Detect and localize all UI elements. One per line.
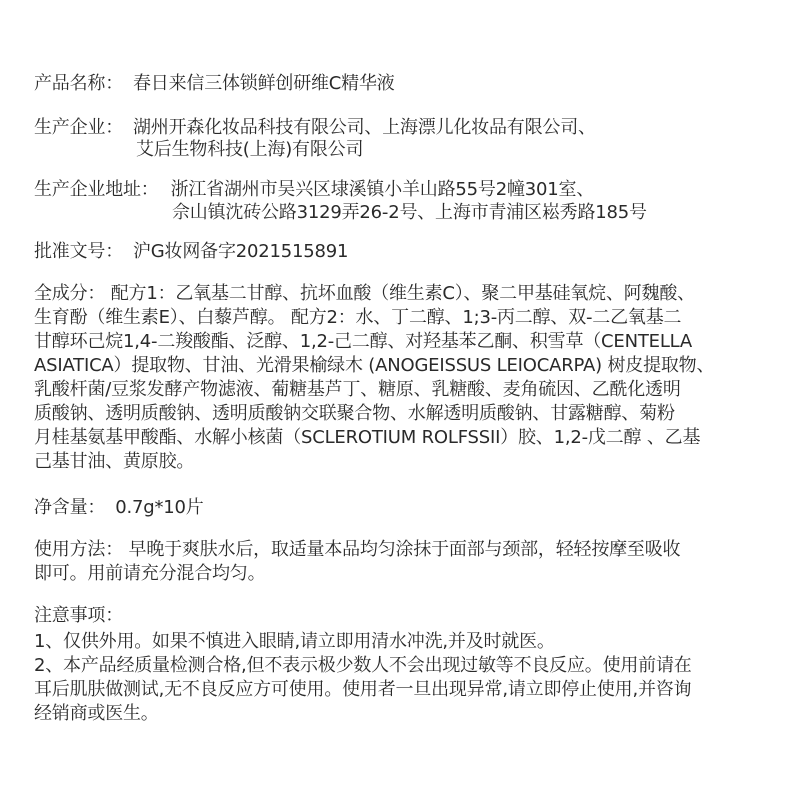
manufacturer-line-1: 湖州开森化妆品科技有限公司、上海漂儿化妆品有限公司、 [133,117,596,138]
approval-number-label: 批准文号： [34,241,123,262]
ingredients-line: 乳酸杆菌/豆浆发酵产物滤液、葡糖基芦丁、糖原、乳糖酸、麦角硫因、乙酰化透明 [34,379,681,400]
notes-line: 耳后肌肤做测试,无不良反应方可使用。使用者一旦出现异常,请立即停止使用,并咨询 [34,679,692,700]
notes-line: 1、仅供外用。如果不慎进入眼睛,请立即用清水冲洗,并及时就医。 [34,631,555,652]
manufacturer-address-line-2: 佘山镇沈砖公路3129弄26-2号、上海市青浦区崧秀路185号 [172,202,647,223]
net-content-value: 0.7g*10片 [115,497,204,518]
approval-number-row [34,240,348,264]
notes-title: 注意事项： [34,605,123,626]
manufacturer-address-row [34,178,594,202]
ingredients-line: 质酸钠、透明质酸钠、透明质酸钠交联聚合物、水解透明质酸钠、甘露糖醇、菊粉 [34,403,675,424]
product-name-row [34,72,395,96]
product-name-value: 春日来信三体锁鲜创研维C精华液 [133,73,395,94]
approval-number-value: 沪G妆网备字2021515891 [133,241,349,262]
notes-line: 2、本产品经质量检测合格,但不表示极少数人不会出现过敏等不良反应。使用前请在 [34,655,692,676]
product-name-label: 产品名称： [34,73,123,94]
net-content-label: 净含量： [34,497,106,518]
ingredients-line: 己基甘油、黄原胶。 [34,451,195,472]
ingredients-line: 生育酚（维生素E）、白藜芦醇。 配方2：水、丁二醇、1;3-丙二醇、双-二乙氧基二 [34,307,682,328]
ingredients-line: ASIATICA）提取物、甘油、光滑果榆绿木 (ANOGEISSUS LEIOCARPA) 树皮提取物、 [34,355,715,376]
manufacturer-row [34,116,596,140]
manufacturer-line-2: 艾后生物科技(上海)有限公司 [136,139,364,160]
usage-line: 即可。用前请充分混合均匀。 [34,563,266,584]
net-content-row [34,496,204,520]
ingredients-block [34,282,774,474]
manufacturer-label: 生产企业： [34,117,123,138]
manufacturer-address-line-1: 浙江省湖州市吴兴区埭溪镇小羊山路55号2幢301室、 [170,179,595,200]
manufacturer-address-label: 生产企业地址： [34,179,159,200]
ingredients-line: 月桂基氨基甲酸酯、水解小核菌（SCLEROTIUM ROLFSSII）胶、1,2-戊二醇 、乙基 [34,427,701,448]
usage-line: 使用方法： 早晚于爽肤水后，取适量本品均匀涂抹于面部与颈部，轻轻按摩至吸收 [34,539,681,560]
usage-block [34,538,774,586]
notes-block [34,630,774,726]
ingredients-line: 甘醇环己烷1,4-二羧酸酯、泛醇、1,2-己二醇、对羟基苯乙酮、积雪草（CENTELLA [34,331,692,352]
ingredients-line: 全成分： 配方1：乙氧基二甘醇、抗坏血酸（维生素C）、聚二甲基硅氧烷、阿魏酸、 [34,283,695,304]
notes-line: 经销商或医生。 [34,703,159,724]
